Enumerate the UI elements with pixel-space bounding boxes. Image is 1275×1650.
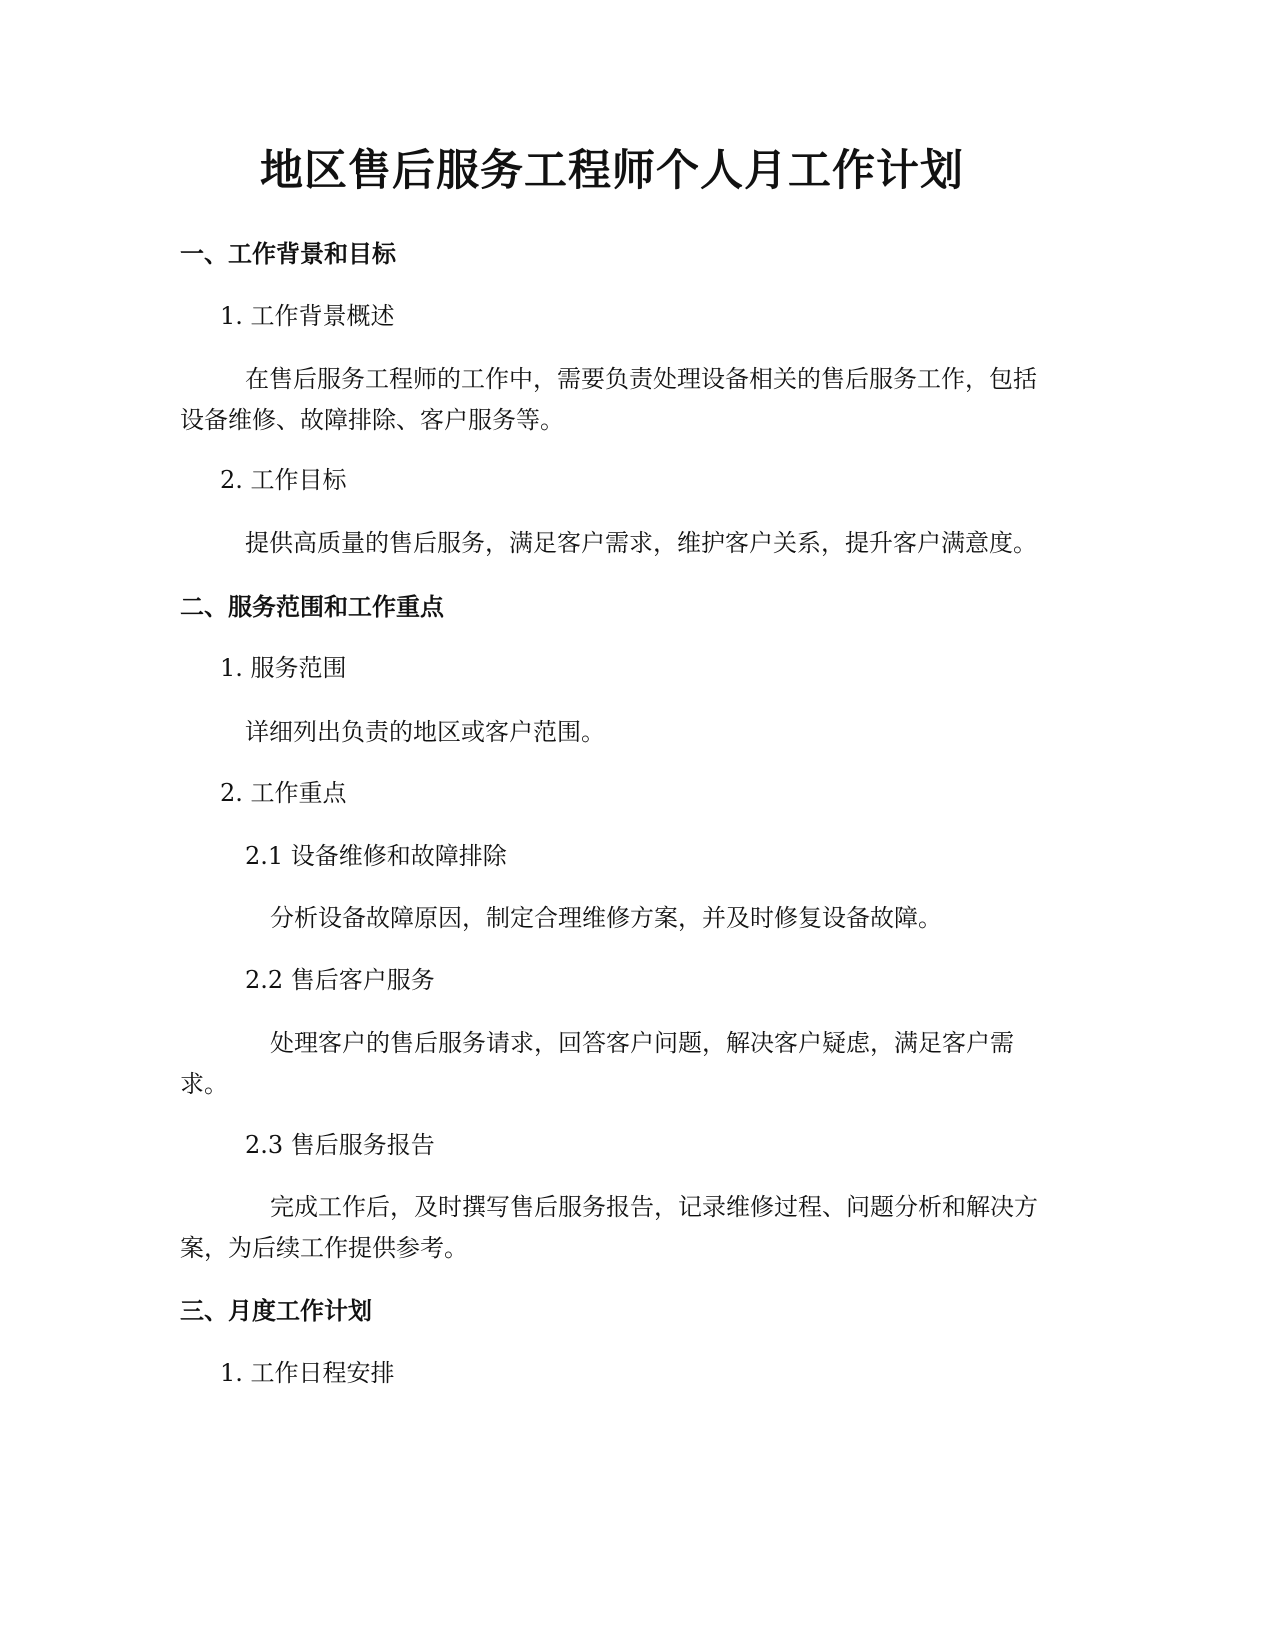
paragraph-line: 完成工作后，及时撰写售后服务报告，记录维修过程、问题分析和解决方 [270, 1193, 1038, 1221]
item-label: 2. 工作重点 [220, 779, 347, 807]
paragraph-line: 案，为后续工作提供参考。 [180, 1234, 468, 1262]
paragraph-line: 提供高质量的售后服务，满足客户需求，维护客户关系，提升客户满意度。 [245, 529, 1037, 557]
subitem-label: 2.3 售后服务报告 [245, 1131, 435, 1159]
item-label: 1. 工作背景概述 [220, 302, 395, 330]
section-heading: 一、工作背景和目标 [180, 240, 396, 268]
document-title: 地区售后服务工程师个人月工作计划 [260, 146, 964, 196]
item-label: 1. 服务范围 [220, 654, 347, 682]
item-label: 1. 工作日程安排 [220, 1359, 395, 1387]
item-label: 2. 工作目标 [220, 466, 347, 494]
section-heading: 三、月度工作计划 [180, 1297, 372, 1325]
subitem-label: 2.1 设备维修和故障排除 [245, 842, 507, 870]
paragraph-line: 分析设备故障原因，制定合理维修方案，并及时修复设备故障。 [270, 904, 942, 932]
paragraph-line: 设备维修、故障排除、客户服务等。 [180, 406, 564, 434]
section-heading: 二、服务范围和工作重点 [180, 593, 444, 621]
subitem-label: 2.2 售后客户服务 [245, 966, 435, 994]
paragraph-line: 处理客户的售后服务请求，回答客户问题，解决客户疑虑，满足客户需 [270, 1029, 1014, 1057]
paragraph-line: 求。 [180, 1070, 228, 1098]
paragraph-line: 在售后服务工程师的工作中，需要负责处理设备相关的售后服务工作，包括 [245, 365, 1037, 393]
paragraph-line: 详细列出负责的地区或客户范围。 [245, 718, 605, 746]
